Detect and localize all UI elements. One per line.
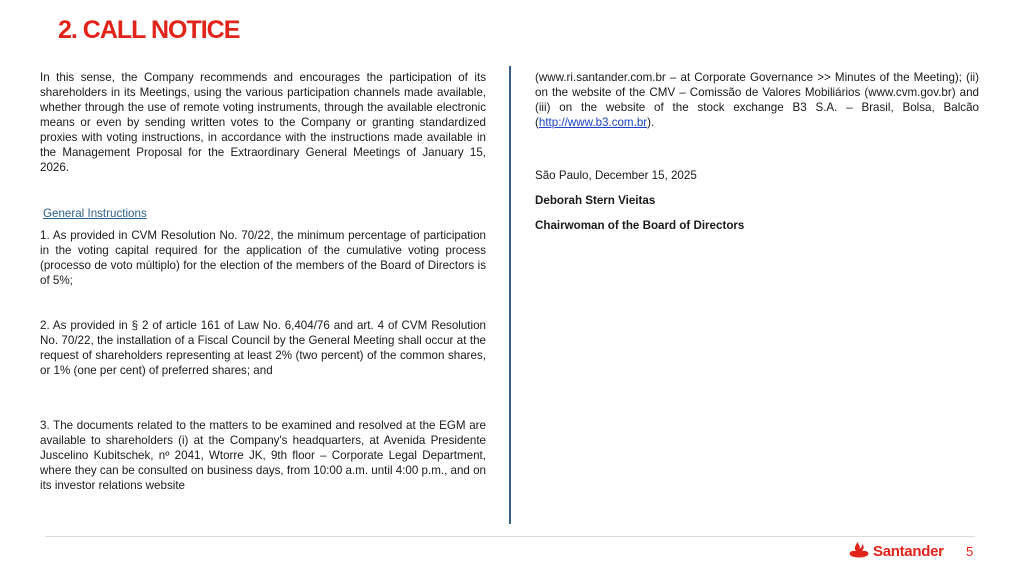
signature-block	[535, 168, 979, 233]
continuation-end: ).	[647, 116, 655, 129]
santander-flame-icon	[849, 540, 869, 563]
continuation-paragraph	[535, 70, 979, 130]
intro-paragraph-block	[40, 70, 486, 206]
santander-logo	[849, 540, 944, 562]
footer-divider	[45, 536, 975, 537]
signatory-title: Chairwoman of the Board of Directors	[535, 219, 745, 232]
instruction-item-3: 3. The documents related to the matters to be examined and resolved at the EGM are available to shareholders (i) at the Company's headquarters, at Avenida Presidente Juscelino Kubitschek, nº 2041, Wtorre JK, 9th floor – Corporate Legal Department, where they can be consulted on business days, from 10:00 a.m. until 4:00 p.m., and on its investor relations website	[40, 419, 486, 492]
right-column	[535, 70, 979, 243]
continuation-text: (www.ri.santander.com.br – at Corporate Governance >> Minutes of the Meeting); (ii) on the website of the CMV – Comissão de Valores Mobiliários (www.cvm.gov.br) and (iii) on the website of the stock exchange B3 S.A. – Brasil, Bolsa, Balcão (	[535, 71, 979, 129]
page-title: 2. CALL NOTICE	[58, 16, 240, 44]
santander-wordmark: Santander	[873, 542, 944, 560]
b3-website-link[interactable]: http://www.b3.com.br	[538, 116, 648, 129]
place-date: São Paulo, December 15, 2025	[535, 169, 697, 182]
left-column	[40, 70, 486, 493]
general-instructions-heading: General Instructions	[43, 207, 147, 220]
signatory-name: Deborah Stern Vieitas	[535, 194, 656, 207]
instruction-item-1-block	[40, 228, 486, 318]
instruction-item-2: 2. As provided in § 2 of article 161 of Law No. 6,404/76 and art. 4 of CVM Resolution No. 70/22, the installation of a Fiscal Council by the General Meeting shall occur at the request of shareholders representing at least 2% (two percent) of the common shares, or 1% (one per cent) of preferred shares; and	[40, 319, 486, 377]
intro-paragraph: In this sense, the Company recommends and encourages the participation of its shareholders in its Meetings, using the various participation channels made available, whether through the use of remote voting instruments, through the available electronic means or even by sending written votes to the Company or granting standardized proxies with voting instructions, in accordance with the instructions made available in the Management Proposal for the Extraordinary General Meetings of January 15, 2026.	[40, 71, 486, 174]
instruction-item-2-block	[40, 318, 486, 418]
page-number: 5	[966, 544, 974, 559]
column-divider	[509, 66, 511, 524]
instruction-item-1: 1. As provided in CVM Resolution No. 70/22, the minimum percentage of participation in the voting capital required for the application of the cumulative voting process (processo de voto múltiplo) for the election of the members of the Board of Directors is of 5%;	[40, 229, 486, 287]
